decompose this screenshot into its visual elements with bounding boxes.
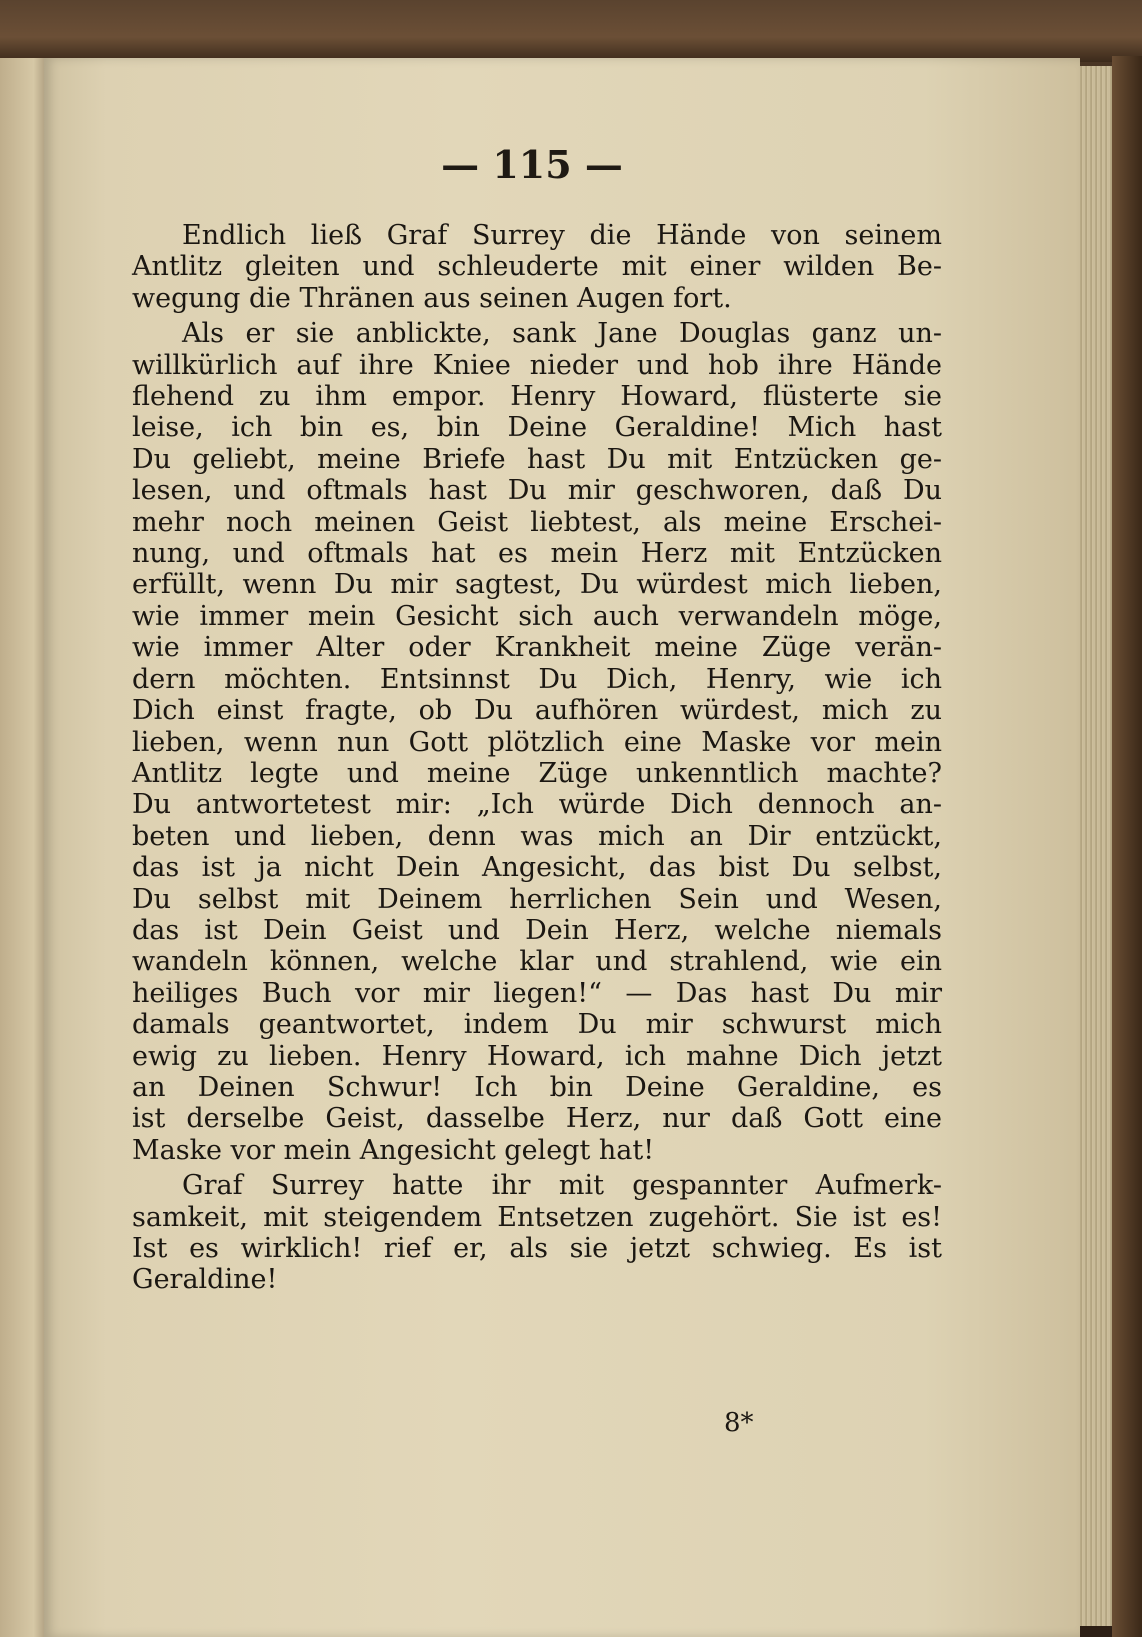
paragraph-1 xyxy=(132,220,942,314)
text-line: Antlitz legte und meine Züge unkenntlich machte? xyxy=(132,757,942,789)
text-line: Graf Surrey hatte ihr mit gespannter Aufmerk- xyxy=(182,1170,942,1202)
paragraph-2 xyxy=(132,318,942,1166)
book-page xyxy=(44,58,1080,1637)
text-line: damals geantwortet, indem Du mir schwurst mich xyxy=(132,1009,942,1041)
text-line: Maske vor mein Angesicht gelegt hat! xyxy=(132,1134,655,1166)
text-line: beten und lieben, denn was mich an Dir entzückt, xyxy=(132,820,942,852)
text-line: erfüllt, wenn Du mir sagtest, Du würdest mich lieben, xyxy=(132,569,942,601)
text-line: flehend zu ihm empor. Henry Howard, flüsterte sie xyxy=(132,381,942,413)
text-line: lesen, und oftmals hast Du mir geschworen, daß Du xyxy=(132,475,942,507)
text-line: das ist ja nicht Dein Angesicht, das bist Du selbst, xyxy=(132,852,942,884)
text-line: Dich einst fragte, ob Du aufhören würdest, mich zu xyxy=(132,695,942,727)
text-line: Endlich ließ Graf Surrey die Hände von seinem xyxy=(182,220,942,251)
text-line: willkürlich auf ihre Kniee nieder und hob ihre Hände xyxy=(132,349,942,381)
text-line: an Deinen Schwur! Ich bin Deine Geraldine, es xyxy=(132,1071,942,1103)
text-line: leise, ich bin es, bin Deine Geraldine! Mich hast xyxy=(132,412,942,444)
text-line: Antlitz gleiten und schleuderte mit einer wilden Be- xyxy=(132,251,942,283)
text-line: wandeln können, welche klar und strahlend, wie ein xyxy=(132,946,942,978)
book-cover-right-edge xyxy=(1112,56,1142,1637)
signature-mark: 8* xyxy=(724,1408,754,1438)
text-line: samkeit, mit steigendem Entsetzen zugehört. Sie ist es! xyxy=(132,1201,942,1233)
text-line: heiliges Buch vor mir liegen!“ — Das hast Du mir xyxy=(132,977,942,1009)
text-line: Du antwortetest mir: „Ich würde Dich dennoch an- xyxy=(132,789,942,821)
text-line: ewig zu lieben. Henry Howard, ich mahne Dich jetzt xyxy=(132,1040,942,1072)
text-line: das ist Dein Geist und Dein Herz, welche niemals xyxy=(132,914,942,946)
text-line: lieben, wenn nun Gott plötzlich eine Maske vor mein xyxy=(132,726,942,758)
paragraph-3 xyxy=(132,1170,942,1296)
text-line: wie immer mein Gesicht sich auch verwandeln möge, xyxy=(132,600,942,632)
text-line: Ist es wirklich! rief er, als sie jetzt schwieg. Es ist xyxy=(132,1233,942,1264)
text-line: Du geliebt, meine Briefe hast Du mit Entzücken ge- xyxy=(132,443,942,475)
text-line: Geraldine! xyxy=(132,1264,278,1296)
previous-page-edge xyxy=(0,58,48,1637)
page-body xyxy=(132,220,942,1296)
book-cover-top-edge xyxy=(0,0,1142,62)
text-line: mehr noch meinen Geist liebtest, als meine Erschei- xyxy=(132,506,942,538)
text-line: dern möchten. Entsinnst Du Dich, Henry, wie ich xyxy=(132,663,942,695)
text-line: nung, und oftmals hat es mein Herz mit Entzücken xyxy=(132,538,942,570)
text-line: wie immer Alter oder Krankheit meine Züge verän- xyxy=(132,632,942,664)
text-line: Du selbst mit Deinem herrlichen Sein und Wesen, xyxy=(132,883,942,915)
text-line: ist derselbe Geist, dasselbe Herz, nur daß Gott eine xyxy=(132,1103,942,1135)
page-header: — 115 — xyxy=(441,142,623,187)
text-line: Als er sie anblickte, sank Jane Douglas ganz un- xyxy=(182,318,942,350)
text-line: wegung die Thränen aus seinen Augen fort. xyxy=(132,282,732,314)
